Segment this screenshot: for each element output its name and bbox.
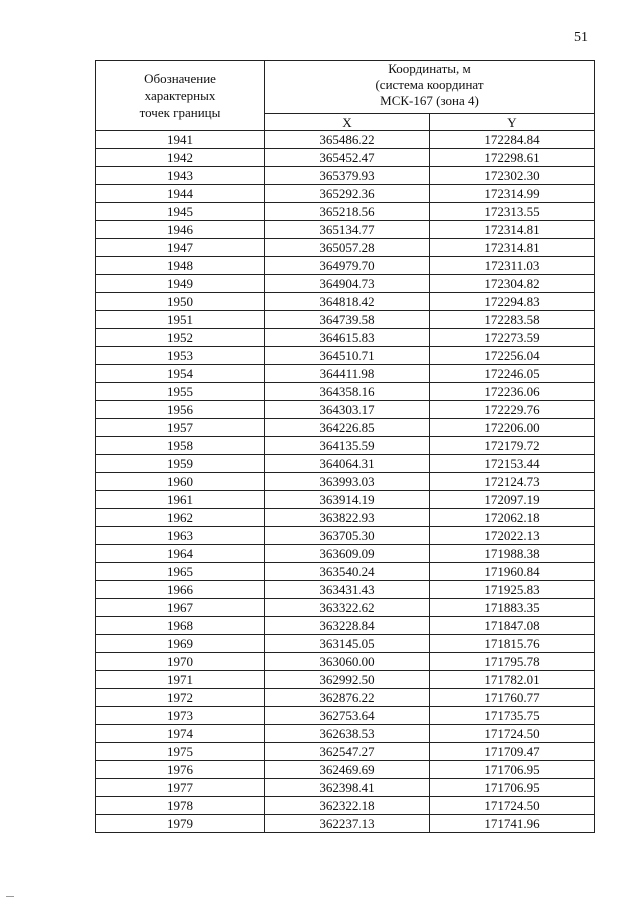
y-coordinate-cell: 172311.03 xyxy=(430,257,595,275)
point-id-cell: 1946 xyxy=(96,221,265,239)
x-coordinate-cell: 363322.62 xyxy=(265,599,430,617)
y-coordinate-cell: 172022.13 xyxy=(430,527,595,545)
table-row xyxy=(96,149,595,167)
x-coordinate-cell: 364739.58 xyxy=(265,311,430,329)
x-coordinate-cell: 362992.50 xyxy=(265,671,430,689)
table-row xyxy=(96,635,595,653)
y-coordinate-cell: 171883.35 xyxy=(430,599,595,617)
table-row xyxy=(96,563,595,581)
table-row xyxy=(96,221,595,239)
y-coordinate-cell: 172283.58 xyxy=(430,311,595,329)
point-id-cell: 1973 xyxy=(96,707,265,725)
point-id-cell: 1969 xyxy=(96,635,265,653)
point-id-cell: 1977 xyxy=(96,779,265,797)
y-coordinate-cell: 172097.19 xyxy=(430,491,595,509)
x-coordinate-cell: 363060.00 xyxy=(265,653,430,671)
table-row xyxy=(96,527,595,545)
point-id-cell: 1950 xyxy=(96,293,265,311)
y-coordinate-cell: 171782.01 xyxy=(430,671,595,689)
header-line: Координаты, м xyxy=(388,61,471,76)
point-id-cell: 1971 xyxy=(96,671,265,689)
table-row xyxy=(96,383,595,401)
y-coordinate-cell: 172246.05 xyxy=(430,365,595,383)
x-coordinate-cell: 365134.77 xyxy=(265,221,430,239)
x-coordinate-cell: 364411.98 xyxy=(265,365,430,383)
x-coordinate-cell: 364303.17 xyxy=(265,401,430,419)
table-row xyxy=(96,185,595,203)
table-row xyxy=(96,509,595,527)
point-id-cell: 1952 xyxy=(96,329,265,347)
x-coordinate-cell: 364358.16 xyxy=(265,383,430,401)
x-coordinate-cell: 365057.28 xyxy=(265,239,430,257)
y-coordinate-cell: 171960.84 xyxy=(430,563,595,581)
table-row xyxy=(96,779,595,797)
table-row xyxy=(96,725,595,743)
y-coordinate-cell: 172062.18 xyxy=(430,509,595,527)
table-row xyxy=(96,257,595,275)
point-id-cell: 1957 xyxy=(96,419,265,437)
y-coordinate-cell: 171735.75 xyxy=(430,707,595,725)
header-line: Обозначение xyxy=(144,71,216,86)
table-row xyxy=(96,401,595,419)
point-id-cell: 1976 xyxy=(96,761,265,779)
header-line: характерных xyxy=(144,88,216,103)
x-coordinate-cell: 365452.47 xyxy=(265,149,430,167)
x-coordinate-cell: 364818.42 xyxy=(265,293,430,311)
x-coordinate-cell: 362547.27 xyxy=(265,743,430,761)
y-coordinate-cell: 171706.95 xyxy=(430,779,595,797)
table-row xyxy=(96,131,595,149)
x-coordinate-cell: 362753.64 xyxy=(265,707,430,725)
point-id-cell: 1964 xyxy=(96,545,265,563)
x-coordinate-cell: 362322.18 xyxy=(265,797,430,815)
y-coordinate-cell: 171847.08 xyxy=(430,617,595,635)
table-row xyxy=(96,653,595,671)
point-id-cell: 1979 xyxy=(96,815,265,833)
x-coordinate-cell: 363431.43 xyxy=(265,581,430,599)
y-coordinate-cell: 171795.78 xyxy=(430,653,595,671)
x-coordinate-cell: 365379.93 xyxy=(265,167,430,185)
point-id-cell: 1961 xyxy=(96,491,265,509)
x-coordinate-cell: 365292.36 xyxy=(265,185,430,203)
point-designation-header xyxy=(96,61,265,131)
x-coordinate-cell: 362237.13 xyxy=(265,815,430,833)
x-coordinate-cell: 364226.85 xyxy=(265,419,430,437)
y-coordinate-cell: 172124.73 xyxy=(430,473,595,491)
table-row xyxy=(96,599,595,617)
table-row xyxy=(96,473,595,491)
point-id-cell: 1954 xyxy=(96,365,265,383)
table-row xyxy=(96,311,595,329)
y-coordinate-cell: 172302.30 xyxy=(430,167,595,185)
point-id-cell: 1943 xyxy=(96,167,265,185)
scan-artifact xyxy=(6,896,14,897)
table-body xyxy=(96,131,595,833)
y-coordinate-cell: 172314.81 xyxy=(430,239,595,257)
y-coordinate-cell: 172304.82 xyxy=(430,275,595,293)
point-id-cell: 1953 xyxy=(96,347,265,365)
x-coordinate-cell: 363993.03 xyxy=(265,473,430,491)
y-coordinate-cell: 172294.83 xyxy=(430,293,595,311)
y-coordinate-cell: 172284.84 xyxy=(430,131,595,149)
y-coordinate-cell: 172256.04 xyxy=(430,347,595,365)
x-coordinate-cell: 363540.24 xyxy=(265,563,430,581)
point-id-cell: 1978 xyxy=(96,797,265,815)
y-column-header: Y xyxy=(430,114,595,131)
x-coordinate-cell: 364510.71 xyxy=(265,347,430,365)
y-coordinate-cell: 171760.77 xyxy=(430,689,595,707)
table-row xyxy=(96,815,595,833)
x-coordinate-cell: 362638.53 xyxy=(265,725,430,743)
coordinates-header xyxy=(265,61,595,114)
x-coordinate-cell: 363822.93 xyxy=(265,509,430,527)
point-id-cell: 1958 xyxy=(96,437,265,455)
x-coordinate-cell: 365218.56 xyxy=(265,203,430,221)
table-row xyxy=(96,581,595,599)
table-row xyxy=(96,167,595,185)
table-row xyxy=(96,203,595,221)
table-row xyxy=(96,491,595,509)
point-id-cell: 1956 xyxy=(96,401,265,419)
table-row xyxy=(96,239,595,257)
y-coordinate-cell: 172206.00 xyxy=(430,419,595,437)
y-coordinate-cell: 172153.44 xyxy=(430,455,595,473)
point-id-cell: 1951 xyxy=(96,311,265,329)
y-coordinate-cell: 171724.50 xyxy=(430,725,595,743)
table-row xyxy=(96,365,595,383)
y-coordinate-cell: 171815.76 xyxy=(430,635,595,653)
x-column-header: X xyxy=(265,114,430,131)
x-coordinate-cell: 364615.83 xyxy=(265,329,430,347)
table-row xyxy=(96,671,595,689)
y-coordinate-cell: 172229.76 xyxy=(430,401,595,419)
y-coordinate-cell: 172298.61 xyxy=(430,149,595,167)
x-coordinate-cell: 364979.70 xyxy=(265,257,430,275)
x-coordinate-cell: 363145.05 xyxy=(265,635,430,653)
x-coordinate-cell: 362398.41 xyxy=(265,779,430,797)
point-id-cell: 1970 xyxy=(96,653,265,671)
table-row xyxy=(96,797,595,815)
y-coordinate-cell: 172179.72 xyxy=(430,437,595,455)
point-id-cell: 1966 xyxy=(96,581,265,599)
point-id-cell: 1945 xyxy=(96,203,265,221)
y-coordinate-cell: 171709.47 xyxy=(430,743,595,761)
table-row xyxy=(96,437,595,455)
point-id-cell: 1942 xyxy=(96,149,265,167)
y-coordinate-cell: 172314.81 xyxy=(430,221,595,239)
point-id-cell: 1955 xyxy=(96,383,265,401)
x-coordinate-cell: 364135.59 xyxy=(265,437,430,455)
coordinates-table xyxy=(95,60,595,833)
y-coordinate-cell: 172313.55 xyxy=(430,203,595,221)
y-coordinate-cell: 171925.83 xyxy=(430,581,595,599)
point-id-cell: 1974 xyxy=(96,725,265,743)
y-coordinate-cell: 171706.95 xyxy=(430,761,595,779)
x-coordinate-cell: 364904.73 xyxy=(265,275,430,293)
table-row xyxy=(96,617,595,635)
point-id-cell: 1967 xyxy=(96,599,265,617)
point-id-cell: 1960 xyxy=(96,473,265,491)
header-line: точек границы xyxy=(139,105,221,120)
point-id-cell: 1948 xyxy=(96,257,265,275)
x-coordinate-cell: 365486.22 xyxy=(265,131,430,149)
y-coordinate-cell: 171988.38 xyxy=(430,545,595,563)
header-line: (система координат xyxy=(375,77,484,92)
header-line: МСК-167 (зона 4) xyxy=(380,93,479,108)
table-row xyxy=(96,545,595,563)
table-row xyxy=(96,419,595,437)
point-id-cell: 1947 xyxy=(96,239,265,257)
y-coordinate-cell: 172236.06 xyxy=(430,383,595,401)
point-id-cell: 1963 xyxy=(96,527,265,545)
table-header xyxy=(96,61,595,131)
x-coordinate-cell: 363228.84 xyxy=(265,617,430,635)
x-coordinate-cell: 363705.30 xyxy=(265,527,430,545)
x-coordinate-cell: 362469.69 xyxy=(265,761,430,779)
table-row xyxy=(96,329,595,347)
table-row xyxy=(96,743,595,761)
table-row xyxy=(96,689,595,707)
y-coordinate-cell: 172273.59 xyxy=(430,329,595,347)
point-id-cell: 1944 xyxy=(96,185,265,203)
x-coordinate-cell: 364064.31 xyxy=(265,455,430,473)
table-row xyxy=(96,707,595,725)
y-coordinate-cell: 172314.99 xyxy=(430,185,595,203)
point-id-cell: 1949 xyxy=(96,275,265,293)
point-id-cell: 1972 xyxy=(96,689,265,707)
x-coordinate-cell: 362876.22 xyxy=(265,689,430,707)
x-coordinate-cell: 363914.19 xyxy=(265,491,430,509)
table-row xyxy=(96,293,595,311)
point-id-cell: 1975 xyxy=(96,743,265,761)
y-coordinate-cell: 171741.96 xyxy=(430,815,595,833)
x-coordinate-cell: 363609.09 xyxy=(265,545,430,563)
table-row xyxy=(96,761,595,779)
point-id-cell: 1962 xyxy=(96,509,265,527)
table-row xyxy=(96,275,595,293)
point-id-cell: 1968 xyxy=(96,617,265,635)
page-number: 51 xyxy=(574,30,588,45)
point-id-cell: 1941 xyxy=(96,131,265,149)
table-row xyxy=(96,455,595,473)
point-id-cell: 1959 xyxy=(96,455,265,473)
table-row xyxy=(96,347,595,365)
y-coordinate-cell: 171724.50 xyxy=(430,797,595,815)
point-id-cell: 1965 xyxy=(96,563,265,581)
